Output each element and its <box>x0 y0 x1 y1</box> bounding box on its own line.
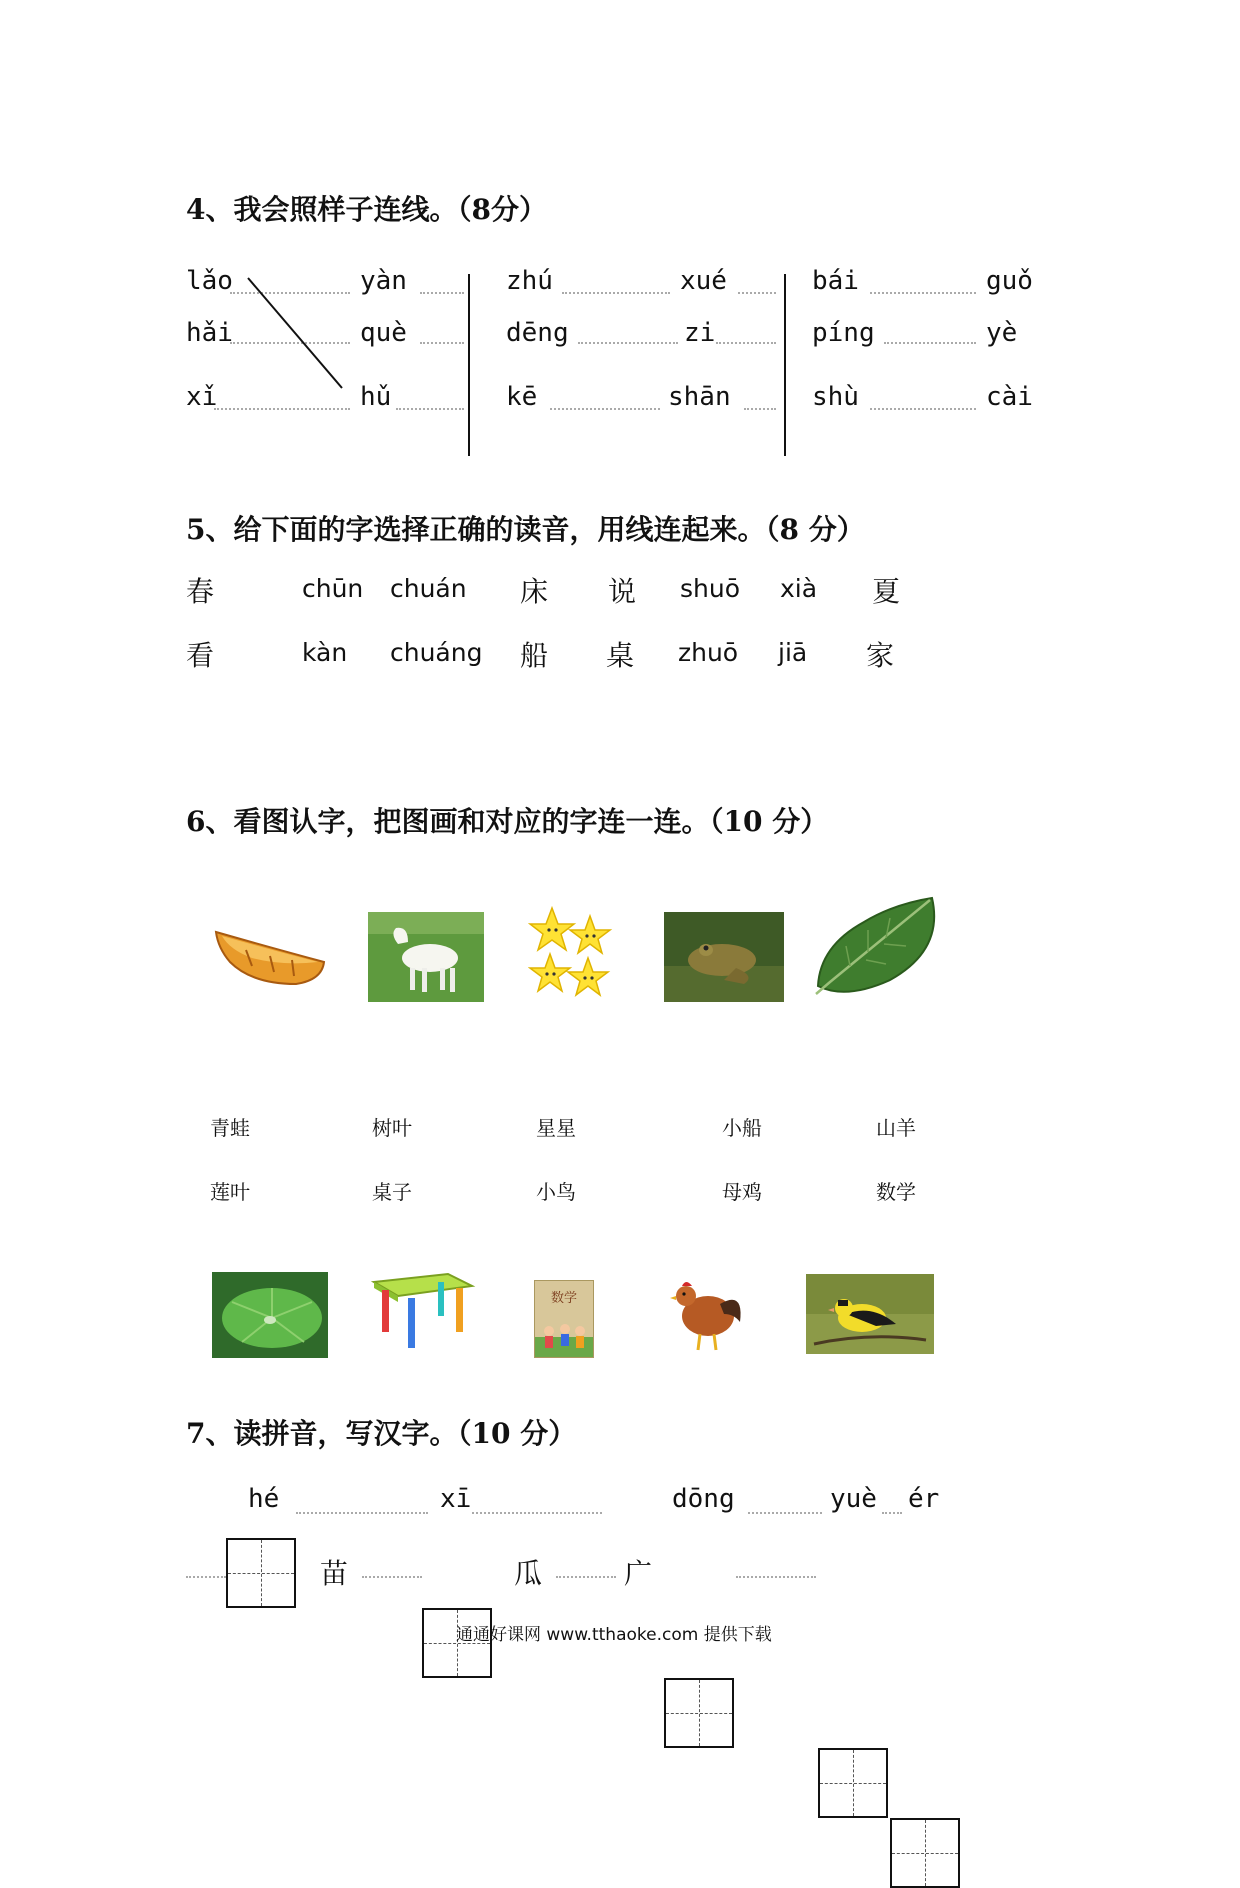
book-cover-title: 数学 <box>550 1291 577 1306</box>
dotted-leader <box>214 408 350 410</box>
group-divider <box>468 274 470 456</box>
q5-title: 5、给下面的字选择正确的读音，用线连起来。（8 分） <box>186 513 865 546</box>
word-xiaochuan: 小船 <box>722 1116 762 1140</box>
word-shuye: 树叶 <box>372 1116 412 1140</box>
q4-pinyin-lao: lǎo <box>186 266 233 296</box>
word-shanyang: 山羊 <box>876 1116 916 1140</box>
writing-grid-dong[interactable] <box>664 1678 734 1748</box>
q4-pinyin-deng: dēng <box>506 318 569 348</box>
q4-pinyin-shan: shān <box>668 382 731 412</box>
dotted-leader <box>362 1576 422 1578</box>
q4-pinyin-bai: bái <box>812 266 859 296</box>
q7-pinyin-xi: xī <box>440 1484 472 1514</box>
word-muji: 母鸡 <box>722 1180 762 1204</box>
dotted-leader <box>736 1576 816 1578</box>
q5-pinyin-chuan: chuán <box>390 574 467 603</box>
dotted-leader <box>186 1576 226 1578</box>
q7-char-miao: 苗 <box>320 1557 349 1590</box>
goat-picture <box>368 912 484 1002</box>
q5-pinyin-jia: jiā <box>778 638 808 667</box>
word-xiaoniao: 小鸟 <box>536 1180 576 1204</box>
q6-title: 6、看图认字，把图画和对应的字连一连。（10 分） <box>186 805 829 838</box>
q4-title: 4、我会照样子连线。（8分） <box>186 193 547 226</box>
word-shuxue: 数学 <box>876 1180 916 1204</box>
dotted-leader <box>744 408 776 410</box>
q5-pinyin-chuang: chuáng <box>390 638 483 667</box>
q5-char-chuang: 床 <box>520 575 549 608</box>
dotted-leader <box>472 1512 602 1514</box>
q5-char-jia: 家 <box>866 639 895 672</box>
q7-pinyin-yue: yuè <box>830 1484 877 1514</box>
stars-picture <box>528 904 614 1004</box>
dotted-leader <box>716 342 776 344</box>
q4-pinyin-yan: yàn <box>360 266 407 296</box>
boat-picture <box>212 918 328 990</box>
q5-pinyin-chun: chūn <box>302 574 364 603</box>
q5-char-chun: 春 <box>186 575 215 608</box>
leaf-picture <box>794 890 944 1002</box>
q4-pinyin-hai: hǎi <box>186 318 233 348</box>
q4-pinyin-hu: hǔ <box>360 382 392 412</box>
dotted-leader <box>870 292 976 294</box>
frog-picture <box>664 912 784 1002</box>
word-lianye: 莲叶 <box>210 1180 250 1204</box>
dotted-leader <box>578 342 678 344</box>
dotted-leader <box>550 408 660 410</box>
q5-pinyin-kan: kàn <box>302 638 348 667</box>
q5-char-shuo: 说 <box>608 575 637 608</box>
word-qingwa: 青蛙 <box>210 1116 250 1140</box>
dotted-leader <box>738 292 776 294</box>
dotted-leader <box>562 292 670 294</box>
q4-pinyin-ping: píng <box>812 318 875 348</box>
q4-pinyin-zi: zi <box>684 318 716 348</box>
writing-grid-er[interactable] <box>890 1818 960 1888</box>
q7-pinyin-he: hé <box>248 1484 280 1514</box>
dotted-leader <box>884 342 976 344</box>
word-zhuozi: 桌子 <box>372 1180 412 1204</box>
math-book-picture <box>534 1280 594 1358</box>
book-cover-illustration <box>535 1307 593 1357</box>
dotted-leader <box>870 408 976 410</box>
q5-char-kan: 看 <box>186 639 215 672</box>
q4-pinyin-guo: guǒ <box>986 266 1033 296</box>
dotted-leader <box>748 1512 822 1514</box>
q5-pinyin-zhuo: zhuō <box>678 638 739 667</box>
group-divider <box>784 274 786 456</box>
q7-title: 7、读拼音，写汉字。（10 分） <box>186 1417 577 1450</box>
q7-pinyin-er: ér <box>908 1484 940 1514</box>
table-picture <box>368 1268 476 1352</box>
q5-char-chuan: 船 <box>520 639 549 672</box>
bird-picture <box>806 1274 934 1354</box>
q7-char-guang: 广 <box>624 1557 653 1590</box>
q4-pinyin-cai: cài <box>986 382 1033 412</box>
q5-char-xia: 夏 <box>872 575 901 608</box>
dotted-leader <box>296 1512 428 1514</box>
q5-pinyin-xia: xià <box>780 574 818 603</box>
q7-pinyin-dong: dōng <box>672 1484 735 1514</box>
dotted-leader <box>396 408 464 410</box>
q5-char-zhuo: 桌 <box>606 639 635 672</box>
q7-char-gua: 瓜 <box>514 1557 543 1590</box>
lotus-leaf-picture <box>212 1272 328 1358</box>
writing-grid-yue[interactable] <box>818 1748 888 1818</box>
page-footer: 通通好课网 www.tthaoke.com 提供下载 <box>456 1625 772 1645</box>
q4-pinyin-zhu: zhú <box>506 266 553 296</box>
q4-pinyin-que: què <box>360 318 407 348</box>
dotted-leader <box>420 342 464 344</box>
q4-pinyin-shu: shù <box>812 382 859 412</box>
q4-pinyin-ye: yè <box>986 318 1018 348</box>
q4-pinyin-ke: kē <box>506 382 538 412</box>
hen-picture <box>664 1270 748 1354</box>
dotted-leader <box>882 1512 902 1514</box>
writing-grid-he[interactable] <box>226 1538 296 1608</box>
dotted-leader <box>556 1576 616 1578</box>
example-connecting-line <box>240 270 350 396</box>
dotted-leader <box>420 292 464 294</box>
q4-pinyin-xue: xué <box>680 266 727 296</box>
q5-pinyin-shuo: shuō <box>680 574 741 603</box>
word-xingxing: 星星 <box>536 1116 576 1140</box>
q4-pinyin-xi: xǐ <box>186 382 218 412</box>
